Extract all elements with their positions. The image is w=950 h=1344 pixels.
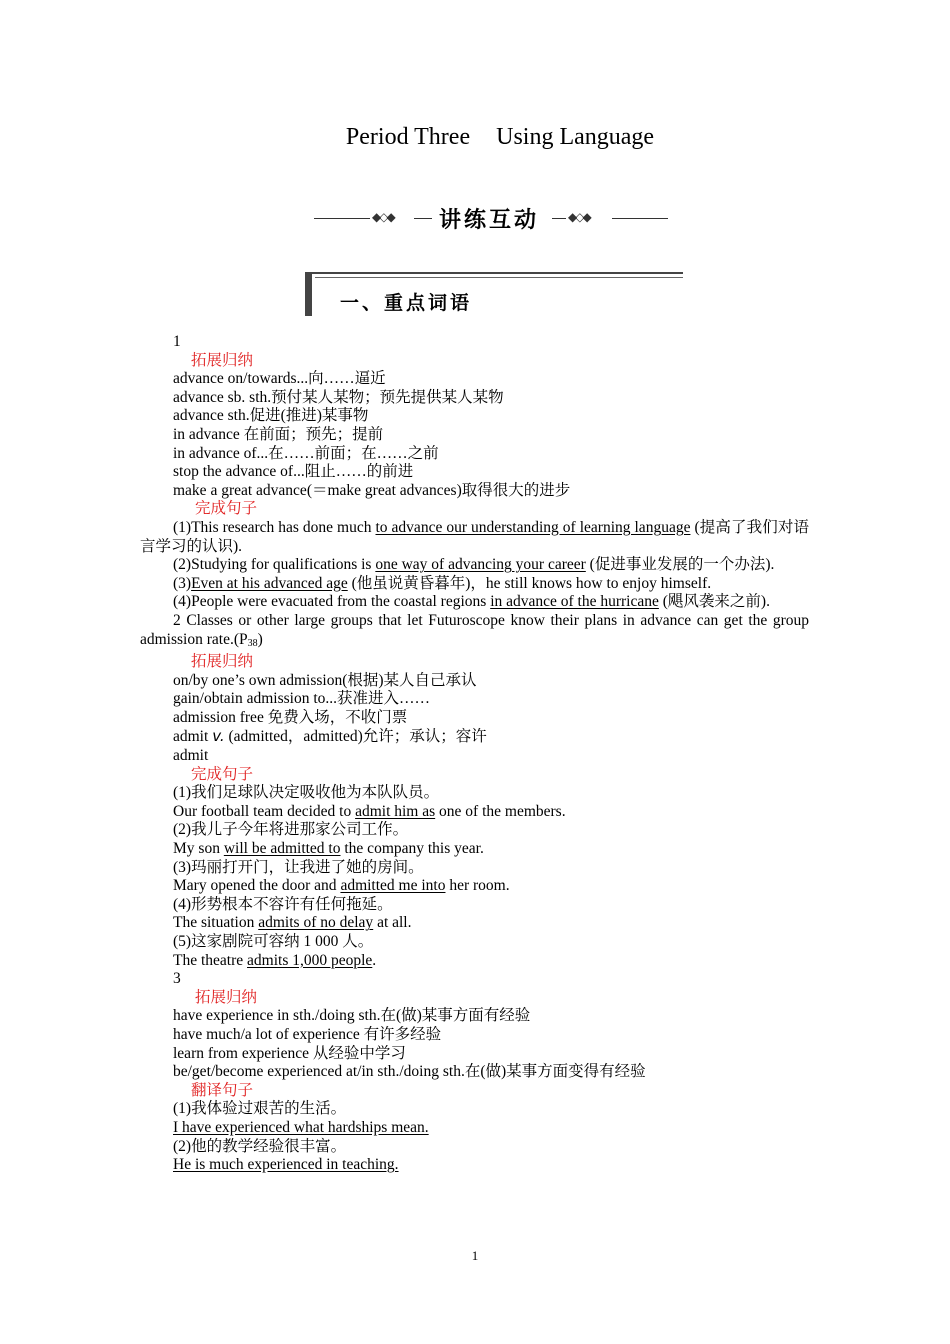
item-1-expand-label: 拓展归纳 <box>191 351 254 369</box>
page-number: 1 <box>471 1248 479 1263</box>
banner-heading <box>314 200 670 236</box>
item-2-q3-chinese: (3)玛丽打开门，让我进了她的房间。 <box>173 858 424 876</box>
item-3-t1-chinese: (1)我体验过艰苦的生活。 <box>173 1100 347 1118</box>
item-1-phrase: advance sth.促进(推进)某事物 <box>173 407 369 425</box>
banner-right-ornament-icon: ◆◇◆ <box>568 210 590 224</box>
item-1-phrase: stop the advance of...阻止……的前进 <box>173 463 414 481</box>
item-3-t2-english <box>140 1156 809 1175</box>
item-3-number: 3 <box>173 970 181 988</box>
item-2-q5-chinese: (5)这家剧院可容纳 1 000 人。 <box>173 933 374 950</box>
title-part-2: Using Language <box>496 124 655 150</box>
section-side-bar <box>305 272 312 316</box>
banner-text: 讲练互动 <box>439 208 540 233</box>
item-3-t2-chinese: (2)他的教学经验很丰富。 <box>173 1137 347 1155</box>
answer: in advance of the hurricane <box>490 593 659 611</box>
item-2-q1-english: Our football team decided to admit him as one of the members. <box>173 802 566 820</box>
item-3-translate-label: 翻译句子 <box>191 1081 254 1099</box>
section-title: 一、重点词语 <box>340 292 473 314</box>
answer: to advance our understanding of learning language <box>375 518 691 536</box>
answer: I have experienced what hardships mean. <box>173 1118 429 1136</box>
section-top-rule-thin <box>315 277 683 278</box>
banner-left-short-line <box>414 218 432 219</box>
banner-right-line <box>612 218 668 219</box>
item-2-phrase: admission free 免费入场，不收门票 <box>173 708 408 726</box>
item-1-complete-label: 完成句子 <box>195 500 258 518</box>
section-heading <box>305 272 683 316</box>
item-1-sentence-1: (1)This research has done much to advance our understanding of learning language (提高了我们对语言学习的认识). <box>140 518 809 555</box>
item-2-q1-chinese: (1)我们足球队决定吸收他为本队队员。 <box>173 784 440 802</box>
item-1-sentence-2: (2)Studying for qualifications is one way of advancing your career (促进事业发展的一个办法). <box>173 556 775 574</box>
item-3-phrase: learn from experience 从经验中学习 <box>173 1044 406 1062</box>
answer: admit him as <box>355 802 436 820</box>
item-3-phrase: have experience in sth./doing sth.在(做)某事方面有经验 <box>173 1007 531 1025</box>
item-2-q2-chinese: (2)我儿子今年将进那家公司工作。 <box>173 821 409 839</box>
item-1-phrase: in advance 在前面；预先；提前 <box>173 425 384 443</box>
page-title <box>0 124 950 151</box>
banner-left-ornament-icon: ◆◇◆ <box>372 210 394 224</box>
answer: one way of advancing your career <box>375 556 586 574</box>
answer: admitted me into <box>340 877 446 895</box>
item-3-phrase: have much/a lot of experience 有许多经验 <box>173 1025 442 1043</box>
item-3-t1-english <box>140 1119 809 1138</box>
item-2-complete-label: 完成句子 <box>191 765 254 783</box>
banner-left-line <box>314 218 370 219</box>
title-part-1: Period Three <box>345 124 471 150</box>
item-2-q5-english: The theatre admits 1,000 people. <box>173 951 377 969</box>
item-1-sentence-3: (3)Even at his advanced age (他虽说黄昏暮年)，he still knows how to enjoy himself. <box>173 574 712 592</box>
item-1-number: 1 <box>173 333 181 350</box>
item-1-phrase: make a great advance(＝make great advances)取得很大的进步 <box>173 481 571 499</box>
item-2-phrase: on/by one’s own admission(根据)某人自己承认 <box>173 671 477 689</box>
section-top-rule <box>305 272 683 274</box>
item-2-q2-english: My son will be admitted to the company this year. <box>173 840 484 858</box>
item-2-q4-english: The situation admits of no delay at all. <box>173 914 412 932</box>
answer: admits 1,000 people <box>247 951 373 969</box>
answer: will be admitted to <box>223 840 341 858</box>
item-1-phrase: advance on/towards...向……逼近 <box>173 370 386 388</box>
main-content <box>140 333 809 1175</box>
answer: He is much experienced in teaching. <box>173 1156 399 1174</box>
item-3-phrase: be/get/become experienced at/in sth./doing sth.在(做)某事方面变得有经验 <box>173 1063 646 1081</box>
item-3-expand-label: 拓展归纳 <box>195 988 258 1006</box>
item-2-intro: 2 Classes or other large groups that let Futuroscope know their plans in advance can get the group admission $rate.(P_{38})$ <box>140 611 809 649</box>
item-1-phrase: in advance of...在……前面；在……之前 <box>173 444 439 462</box>
item-2-admit-word: admit <box>173 747 209 765</box>
item-2-expand-label: 拓展归纳 <box>191 653 254 671</box>
answer: admits of no delay <box>258 914 374 932</box>
item-1-sentence-4: (4)People were evacuated from the coastal regions in advance of the hurricane (飓风袭来之前). <box>173 593 770 611</box>
item-2-admit-definition: admit v. (admitted，admitted)允许；承认；容许 <box>173 727 487 746</box>
item-2-q3-english: Mary opened the door and admitted me into her room. <box>173 877 510 895</box>
banner-right-short-line <box>552 218 566 219</box>
item-1-phrase: advance sb. sth.预付某人某物；预先提供某人某物 <box>173 388 504 406</box>
item-2-phrase: gain/obtain admission to...获准进入…… <box>173 690 431 708</box>
item-2-q4-chinese: (4)形势根本不容许有任何拖延。 <box>173 895 393 913</box>
answer: Even at his advanced age <box>191 574 348 592</box>
